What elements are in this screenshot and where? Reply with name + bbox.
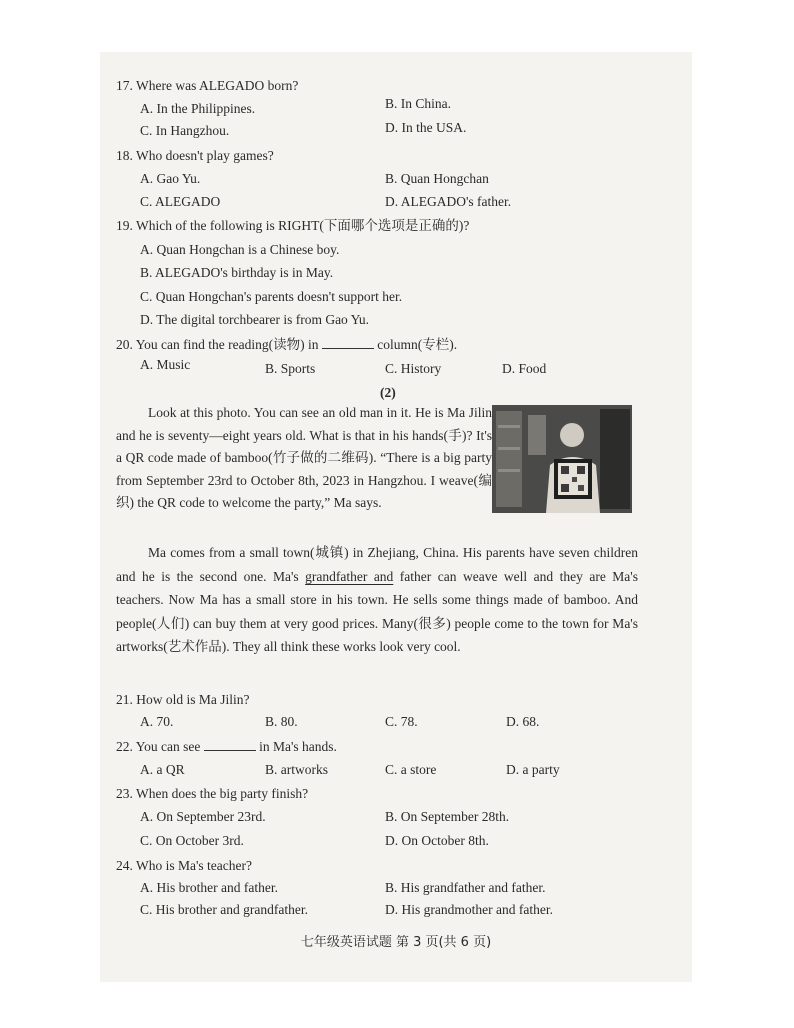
q24-option-c: C. His brother and grandfather. bbox=[140, 902, 308, 917]
q19-option-a: A. Quan Hongchan is a Chinese boy. bbox=[140, 242, 340, 257]
page-footer: 七年级英语试题 第 3 页(共 6 页) bbox=[300, 935, 492, 950]
q20-question: 20. You can find the reading(读物) in column(专栏). bbox=[116, 337, 458, 352]
q23-option-d: D. On October 8th. bbox=[385, 833, 489, 848]
q21-question: 21. How old is Ma Jilin? bbox=[116, 692, 250, 707]
q22-option-d: D. a party bbox=[506, 762, 560, 777]
q19-option-b: B. ALEGADO's birthday is in May. bbox=[140, 265, 334, 280]
q18-question: 18. Who doesn't play games? bbox=[116, 148, 274, 163]
section-title: (2) bbox=[380, 385, 396, 400]
q22-blank[interactable] bbox=[204, 738, 256, 751]
q24-option-b: B. His grandfather and father. bbox=[385, 880, 546, 895]
q24-option-a: A. His brother and father. bbox=[140, 880, 278, 895]
q22-option-b: B. artworks bbox=[265, 762, 328, 777]
q23-option-b: B. On September 28th. bbox=[385, 809, 510, 824]
exam-page bbox=[100, 52, 692, 982]
q20-option-a: A. Music bbox=[140, 357, 191, 372]
q17-option-a: A. In the Philippines. bbox=[140, 101, 256, 116]
photo-ma-jilin bbox=[492, 405, 632, 513]
q20-option-c: C. History bbox=[385, 361, 442, 376]
q24-option-d: D. His grandmother and father. bbox=[385, 902, 553, 917]
q20-blank[interactable] bbox=[322, 336, 374, 349]
q18-option-c: C. ALEGADO bbox=[140, 194, 221, 209]
q17-option-c: C. In Hangzhou. bbox=[140, 123, 230, 138]
q23-question: 23. When does the big party finish? bbox=[116, 786, 309, 801]
underlined-phrase: grandfather and bbox=[305, 568, 394, 584]
photo-illustration bbox=[492, 405, 632, 513]
q21-option-a: A. 70. bbox=[140, 714, 174, 729]
q17-option-b: B. In China. bbox=[385, 96, 451, 111]
q18-option-a: A. Gao Yu. bbox=[140, 171, 201, 186]
q17-question: 17. Where was ALEGADO born? bbox=[116, 78, 299, 93]
q21-option-b: B. 80. bbox=[265, 714, 298, 729]
q17-option-d: D. In the USA. bbox=[385, 120, 467, 135]
q23-option-c: C. On October 3rd. bbox=[140, 833, 244, 848]
q22-option-c: C. a store bbox=[385, 762, 437, 777]
q24-question: 24. Who is Ma's teacher? bbox=[116, 858, 253, 873]
q20-option-b: B. Sports bbox=[265, 361, 316, 376]
passage-paragraph-2: Ma comes from a small town(城镇) in Zhejiang, China. His parents have seven children and he is the second one. Ma's grandfather and father can weave well and they are Ma's teachers. Now Ma has a small store in his town. He sells some things made of bamboo. And people(人们) can buy them at very good prices. Many(很多) people come to the town for Ma's artworks(艺术作品). They all think these works look very cool. bbox=[116, 545, 638, 654]
q23-option-a: A. On September 23rd. bbox=[140, 809, 266, 824]
q19-option-c: C. Quan Hongchan's parents doesn't support her. bbox=[140, 289, 403, 304]
q18-option-d: D. ALEGADO's father. bbox=[385, 194, 512, 209]
q19-question: 19. Which of the following is RIGHT(下面哪个选项是正确的)? bbox=[116, 218, 470, 233]
q21-option-c: C. 78. bbox=[385, 714, 418, 729]
passage-paragraph-1: Look at this photo. You can see an old man in it. He is Ma Jilin and he is seventy—eight years old. What is that in his hands(手)? It's a QR code made of bamboo(竹子做的二维码). “There is a big party from September 23rd to October 8th, 2023 in Hangzhou. I weave(编织) the QR code to welcome the party,” Ma says. bbox=[116, 405, 492, 510]
q18-option-b: B. Quan Hongchan bbox=[385, 171, 489, 186]
q19-option-d: D. The digital torchbearer is from Gao Yu. bbox=[140, 312, 370, 327]
q20-option-d: D. Food bbox=[502, 361, 547, 376]
q22-question: 22. You can see in Ma's hands. bbox=[116, 739, 337, 754]
q21-option-d: D. 68. bbox=[506, 714, 540, 729]
q22-option-a: A. a QR bbox=[140, 762, 185, 777]
